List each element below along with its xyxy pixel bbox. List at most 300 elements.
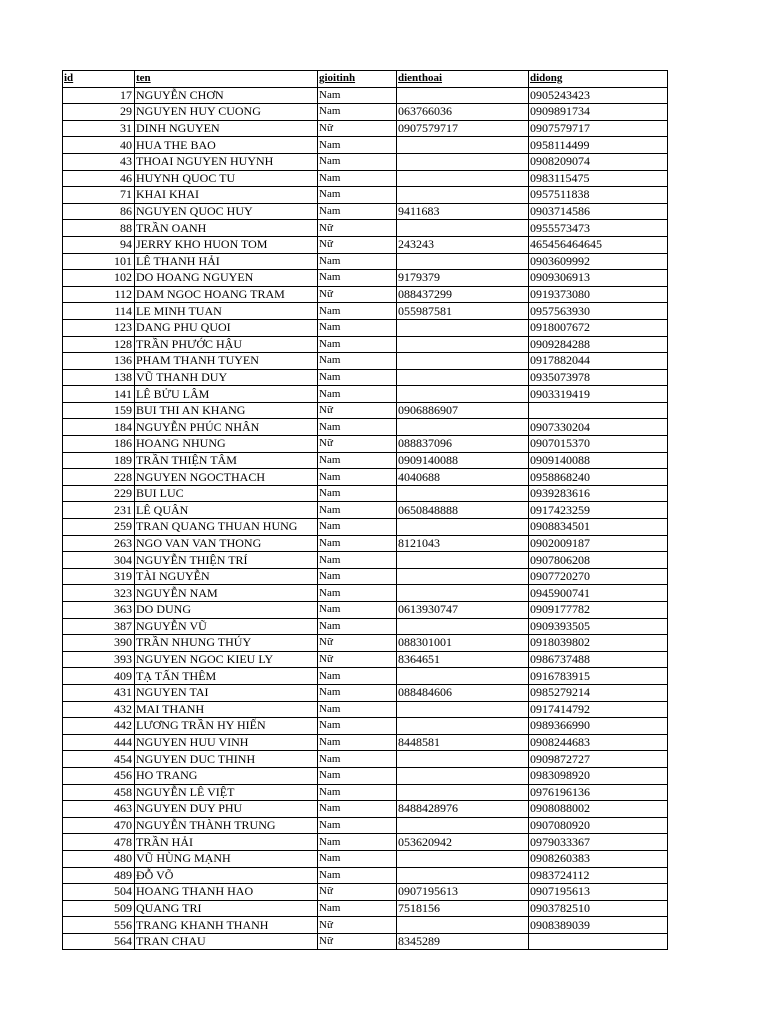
cell-dienthoai: 9179379 [397, 270, 529, 287]
cell-id: 470 [63, 817, 135, 834]
table-row [63, 568, 668, 585]
cell-ten: TRẦN NHUNG THÚY [135, 635, 318, 652]
cell-gioitinh: Nữ [318, 286, 397, 303]
cell-ten: NGUYEN NGOC KIEU LY [135, 651, 318, 668]
cell-dienthoai [397, 917, 529, 934]
cell-ten: NGUYEN NGOCTHACH [135, 469, 318, 486]
cell-ten: TRANG KHANH THANH [135, 917, 318, 934]
cell-ten: LÊ THANH HẢI [135, 253, 318, 270]
cell-dienthoai [397, 568, 529, 585]
cell-ten: TRẦN HẢI [135, 834, 318, 851]
cell-gioitinh: Nam [318, 767, 397, 784]
cell-ten: JERRY KHO HUON TOM [135, 236, 318, 253]
table-row [63, 734, 668, 751]
cell-dienthoai [397, 701, 529, 718]
table-row [63, 767, 668, 784]
cell-didong: 0985279214 [529, 684, 668, 701]
cell-id: 88 [63, 220, 135, 237]
cell-gioitinh: Nam [318, 602, 397, 619]
cell-id: 141 [63, 386, 135, 403]
table-row [63, 369, 668, 386]
cell-gioitinh: Nam [318, 801, 397, 818]
cell-ten: NGO VAN VAN THONG [135, 535, 318, 552]
cell-ten: HO TRANG [135, 767, 318, 784]
cell-id: 123 [63, 319, 135, 336]
cell-dienthoai [397, 336, 529, 353]
cell-ten: LE MINH TUAN [135, 303, 318, 320]
cell-id: 454 [63, 751, 135, 768]
cell-gioitinh: Nam [318, 336, 397, 353]
cell-didong: 0909284288 [529, 336, 668, 353]
cell-id: 304 [63, 552, 135, 569]
cell-id: 444 [63, 734, 135, 751]
cell-id: 46 [63, 170, 135, 187]
cell-gioitinh: Nam [318, 784, 397, 801]
cell-didong: 0902009187 [529, 535, 668, 552]
cell-ten: MAI THANH [135, 701, 318, 718]
cell-gioitinh: Nam [318, 585, 397, 602]
cell-didong: 0989366990 [529, 718, 668, 735]
cell-dienthoai: 8364651 [397, 651, 529, 668]
cell-id: 31 [63, 120, 135, 137]
cell-ten: TRẦN THIỆN TÂM [135, 452, 318, 469]
cell-dienthoai [397, 485, 529, 502]
cell-didong: 0935073978 [529, 369, 668, 386]
table-row [63, 120, 668, 137]
cell-gioitinh: Nam [318, 319, 397, 336]
cell-ten: HOANG THANH HAO [135, 884, 318, 901]
cell-dienthoai [397, 767, 529, 784]
cell-didong: 0957563930 [529, 303, 668, 320]
cell-didong: 0979033367 [529, 834, 668, 851]
cell-id: 456 [63, 767, 135, 784]
table-row [63, 867, 668, 884]
cell-dienthoai [397, 419, 529, 436]
cell-dienthoai [397, 187, 529, 204]
cell-dienthoai: 088837096 [397, 436, 529, 453]
cell-didong: 0958868240 [529, 469, 668, 486]
cell-didong: 0908260383 [529, 850, 668, 867]
table-row [63, 303, 668, 320]
cell-gioitinh: Nam [318, 303, 397, 320]
cell-ten: THOAI NGUYEN HUYNH [135, 153, 318, 170]
cell-ten: NGUYỄN THÀNH TRUNG [135, 817, 318, 834]
cell-dienthoai [397, 751, 529, 768]
cell-ten: HOANG NHUNG [135, 436, 318, 453]
cell-ten: NGUYỄN NAM [135, 585, 318, 602]
cell-didong: 0909177782 [529, 602, 668, 619]
table-row [63, 286, 668, 303]
table-row [63, 884, 668, 901]
cell-gioitinh: Nam [318, 552, 397, 569]
cell-id: 184 [63, 419, 135, 436]
header-dienthoai: dienthoai [397, 71, 529, 88]
cell-didong: 0907080920 [529, 817, 668, 834]
table-row [63, 651, 668, 668]
cell-dienthoai: 063766036 [397, 104, 529, 121]
cell-didong [529, 933, 668, 950]
cell-gioitinh: Nam [318, 684, 397, 701]
cell-dienthoai [397, 369, 529, 386]
cell-ten: NGUYEN HUY CUONG [135, 104, 318, 121]
cell-didong: 0908244683 [529, 734, 668, 751]
cell-dienthoai [397, 552, 529, 569]
cell-dienthoai [397, 519, 529, 536]
cell-gioitinh: Nam [318, 253, 397, 270]
cell-ten: TRAN QUANG THUAN HUNG [135, 519, 318, 536]
cell-dienthoai [397, 668, 529, 685]
cell-gioitinh: Nam [318, 386, 397, 403]
cell-id: 480 [63, 850, 135, 867]
table-body [63, 87, 668, 950]
cell-id: 323 [63, 585, 135, 602]
table-row [63, 817, 668, 834]
cell-ten: TẠ TẤN THÊM [135, 668, 318, 685]
table-row [63, 751, 668, 768]
cell-didong: 0903714586 [529, 203, 668, 220]
cell-gioitinh: Nam [318, 137, 397, 154]
cell-didong: 0986737488 [529, 651, 668, 668]
cell-didong: 0919373080 [529, 286, 668, 303]
cell-ten: ĐỖ VÕ [135, 867, 318, 884]
cell-didong: 0958114499 [529, 137, 668, 154]
header-gioitinh: gioitinh [318, 71, 397, 88]
table-row [63, 585, 668, 602]
cell-dienthoai: 0907195613 [397, 884, 529, 901]
cell-dienthoai [397, 784, 529, 801]
cell-id: 564 [63, 933, 135, 950]
cell-didong: 0957511838 [529, 187, 668, 204]
table-row [63, 535, 668, 552]
cell-ten: VŨ THANH DUY [135, 369, 318, 386]
cell-dienthoai [397, 353, 529, 370]
cell-ten: TRAN CHAU [135, 933, 318, 950]
cell-dienthoai [397, 153, 529, 170]
cell-ten: VŨ HÙNG MẠNH [135, 850, 318, 867]
cell-id: 489 [63, 867, 135, 884]
cell-didong: 0903319419 [529, 386, 668, 403]
cell-dienthoai: 243243 [397, 236, 529, 253]
cell-gioitinh: Nam [318, 734, 397, 751]
cell-didong: 0909393505 [529, 618, 668, 635]
cell-didong: 0939283616 [529, 485, 668, 502]
cell-didong [529, 402, 668, 419]
cell-gioitinh: Nữ [318, 236, 397, 253]
cell-didong: 0917882044 [529, 353, 668, 370]
cell-ten: TRẦN PHƯỚC HẬU [135, 336, 318, 353]
cell-id: 128 [63, 336, 135, 353]
cell-didong: 0905243423 [529, 87, 668, 104]
cell-didong: 0908834501 [529, 519, 668, 536]
cell-ten: NGUYỄN CHƠN [135, 87, 318, 104]
cell-dienthoai [397, 867, 529, 884]
cell-didong: 0903782510 [529, 900, 668, 917]
table-row [63, 436, 668, 453]
cell-didong: 0955573473 [529, 220, 668, 237]
cell-didong: 0916783915 [529, 668, 668, 685]
table-row [63, 319, 668, 336]
cell-gioitinh: Nam [318, 850, 397, 867]
table-row [63, 137, 668, 154]
cell-ten: KHAI KHAI [135, 187, 318, 204]
table-row [63, 270, 668, 287]
table-row [63, 469, 668, 486]
table-row [63, 170, 668, 187]
cell-gioitinh: Nam [318, 369, 397, 386]
cell-gioitinh: Nữ [318, 120, 397, 137]
cell-gioitinh: Nữ [318, 436, 397, 453]
cell-id: 112 [63, 286, 135, 303]
cell-id: 390 [63, 635, 135, 652]
cell-gioitinh: Nam [318, 187, 397, 204]
table-row [63, 353, 668, 370]
cell-gioitinh: Nữ [318, 917, 397, 934]
cell-gioitinh: Nam [318, 618, 397, 635]
cell-gioitinh: Nam [318, 900, 397, 917]
cell-dienthoai [397, 137, 529, 154]
contact-table [62, 70, 668, 950]
cell-id: 29 [63, 104, 135, 121]
table-row [63, 618, 668, 635]
cell-ten: NGUYEN HUU VINH [135, 734, 318, 751]
cell-gioitinh: Nữ [318, 220, 397, 237]
cell-gioitinh: Nam [318, 718, 397, 735]
cell-dienthoai: 8448581 [397, 734, 529, 751]
cell-id: 393 [63, 651, 135, 668]
header-row [63, 71, 668, 88]
cell-dienthoai: 0613930747 [397, 602, 529, 619]
cell-ten: TRẦN OANH [135, 220, 318, 237]
cell-gioitinh: Nam [318, 170, 397, 187]
cell-ten: NGUYEN TAI [135, 684, 318, 701]
cell-dienthoai [397, 253, 529, 270]
cell-gioitinh: Nam [318, 153, 397, 170]
cell-id: 94 [63, 236, 135, 253]
cell-gioitinh: Nam [318, 867, 397, 884]
table-row [63, 850, 668, 867]
cell-gioitinh: Nam [318, 469, 397, 486]
cell-dienthoai [397, 585, 529, 602]
cell-dienthoai: 9411683 [397, 203, 529, 220]
table-row [63, 635, 668, 652]
cell-gioitinh: Nam [318, 834, 397, 851]
cell-gioitinh: Nam [318, 270, 397, 287]
cell-id: 40 [63, 137, 135, 154]
cell-didong: 0909306913 [529, 270, 668, 287]
cell-id: 263 [63, 535, 135, 552]
cell-didong: 0908088002 [529, 801, 668, 818]
cell-ten: QUANG TRI [135, 900, 318, 917]
cell-id: 463 [63, 801, 135, 818]
cell-id: 259 [63, 519, 135, 536]
table-row [63, 104, 668, 121]
cell-ten: NGUYỄN THIỆN TRÍ [135, 552, 318, 569]
cell-ten: HUYNH QUOC TU [135, 170, 318, 187]
cell-ten: NGUYEN QUOC HUY [135, 203, 318, 220]
cell-dienthoai: 0907579717 [397, 120, 529, 137]
cell-dienthoai: 053620942 [397, 834, 529, 851]
cell-gioitinh: Nam [318, 502, 397, 519]
header-id: id [63, 71, 135, 88]
table-row [63, 701, 668, 718]
cell-ten: NGUYỄN LÊ VIỆT [135, 784, 318, 801]
cell-dienthoai [397, 220, 529, 237]
table-row [63, 900, 668, 917]
table-row [63, 485, 668, 502]
cell-gioitinh: Nam [318, 353, 397, 370]
cell-id: 387 [63, 618, 135, 635]
cell-id: 189 [63, 452, 135, 469]
cell-gioitinh: Nam [318, 419, 397, 436]
cell-id: 138 [63, 369, 135, 386]
header-didong: didong [529, 71, 668, 88]
cell-didong: 0983115475 [529, 170, 668, 187]
cell-id: 229 [63, 485, 135, 502]
cell-id: 442 [63, 718, 135, 735]
table-row [63, 834, 668, 851]
table-row [63, 253, 668, 270]
cell-dienthoai: 8345289 [397, 933, 529, 950]
cell-gioitinh: Nam [318, 104, 397, 121]
cell-id: 509 [63, 900, 135, 917]
table-row [63, 87, 668, 104]
table-row [63, 668, 668, 685]
table-row [63, 801, 668, 818]
cell-gioitinh: Nữ [318, 884, 397, 901]
cell-id: 363 [63, 602, 135, 619]
cell-didong: 0907015370 [529, 436, 668, 453]
cell-id: 102 [63, 270, 135, 287]
cell-didong: 0908209074 [529, 153, 668, 170]
cell-dienthoai: 055987581 [397, 303, 529, 320]
cell-didong: 0917423259 [529, 502, 668, 519]
cell-gioitinh: Nam [318, 452, 397, 469]
cell-id: 186 [63, 436, 135, 453]
cell-id: 319 [63, 568, 135, 585]
cell-dienthoai: 088301001 [397, 635, 529, 652]
cell-didong: 0917414792 [529, 701, 668, 718]
cell-didong: 0983724112 [529, 867, 668, 884]
cell-dienthoai [397, 170, 529, 187]
cell-didong: 0976196136 [529, 784, 668, 801]
cell-ten: NGUYỄN VŨ [135, 618, 318, 635]
table-row [63, 419, 668, 436]
cell-ten: DINH NGUYEN [135, 120, 318, 137]
cell-dienthoai [397, 319, 529, 336]
cell-id: 17 [63, 87, 135, 104]
cell-dienthoai: 088484606 [397, 684, 529, 701]
cell-ten: BUI THI AN KHANG [135, 402, 318, 419]
cell-didong: 0907720270 [529, 568, 668, 585]
cell-ten: TÀI NGUYỄN [135, 568, 318, 585]
cell-ten: LÊ BỬU LÂM [135, 386, 318, 403]
table-row [63, 336, 668, 353]
cell-ten: DO DUNG [135, 602, 318, 619]
cell-gioitinh: Nam [318, 535, 397, 552]
table-row [63, 203, 668, 220]
cell-id: 478 [63, 834, 135, 851]
table-row [63, 386, 668, 403]
cell-ten: PHAM THANH TUYEN [135, 353, 318, 370]
table-row [63, 187, 668, 204]
cell-ten: NGUYEN DUY PHU [135, 801, 318, 818]
cell-didong: 0918039802 [529, 635, 668, 652]
cell-didong: 0907806208 [529, 552, 668, 569]
table-row [63, 917, 668, 934]
cell-gioitinh: Nam [318, 87, 397, 104]
cell-id: 432 [63, 701, 135, 718]
cell-didong: 0909140088 [529, 452, 668, 469]
cell-dienthoai: 7518156 [397, 900, 529, 917]
cell-id: 231 [63, 502, 135, 519]
cell-ten: DO HOANG NGUYEN [135, 270, 318, 287]
cell-didong: 0909872727 [529, 751, 668, 768]
cell-id: 458 [63, 784, 135, 801]
cell-didong: 0909891734 [529, 104, 668, 121]
cell-ten: LÊ QUÂN [135, 502, 318, 519]
table-row [63, 220, 668, 237]
cell-didong: 0908389039 [529, 917, 668, 934]
cell-ten: NGUYỄN PHÚC NHÂN [135, 419, 318, 436]
cell-ten: NGUYEN DUC THINH [135, 751, 318, 768]
cell-id: 136 [63, 353, 135, 370]
cell-dienthoai [397, 87, 529, 104]
cell-gioitinh: Nam [318, 568, 397, 585]
cell-ten: DAM NGOC HOANG TRAM [135, 286, 318, 303]
cell-didong: 0903609992 [529, 253, 668, 270]
cell-id: 159 [63, 402, 135, 419]
cell-id: 504 [63, 884, 135, 901]
table-row [63, 552, 668, 569]
cell-gioitinh: Nữ [318, 402, 397, 419]
cell-ten: DANG PHU QUOI [135, 319, 318, 336]
cell-didong: 465456464645 [529, 236, 668, 253]
table-row [63, 502, 668, 519]
cell-gioitinh: Nữ [318, 635, 397, 652]
cell-dienthoai: 088437299 [397, 286, 529, 303]
cell-didong: 0983098920 [529, 767, 668, 784]
cell-id: 228 [63, 469, 135, 486]
cell-gioitinh: Nam [318, 817, 397, 834]
cell-dienthoai [397, 850, 529, 867]
cell-didong: 0907579717 [529, 120, 668, 137]
cell-ten: LƯƠNG TRẦN HY HIẾN [135, 718, 318, 735]
table-row [63, 718, 668, 735]
table-row [63, 236, 668, 253]
table-row [63, 602, 668, 619]
cell-didong: 0907195613 [529, 884, 668, 901]
header-ten: ten [135, 71, 318, 88]
cell-id: 431 [63, 684, 135, 701]
table-row [63, 452, 668, 469]
cell-gioitinh: Nam [318, 485, 397, 502]
cell-id: 86 [63, 203, 135, 220]
cell-dienthoai: 4040688 [397, 469, 529, 486]
cell-id: 101 [63, 253, 135, 270]
table-row [63, 153, 668, 170]
table-row [63, 519, 668, 536]
cell-dienthoai: 0906886907 [397, 402, 529, 419]
cell-gioitinh: Nữ [318, 651, 397, 668]
table-row [63, 684, 668, 701]
cell-dienthoai [397, 386, 529, 403]
cell-dienthoai: 0650848888 [397, 502, 529, 519]
cell-gioitinh: Nữ [318, 933, 397, 950]
cell-id: 409 [63, 668, 135, 685]
table-row [63, 933, 668, 950]
cell-dienthoai [397, 718, 529, 735]
cell-dienthoai [397, 817, 529, 834]
